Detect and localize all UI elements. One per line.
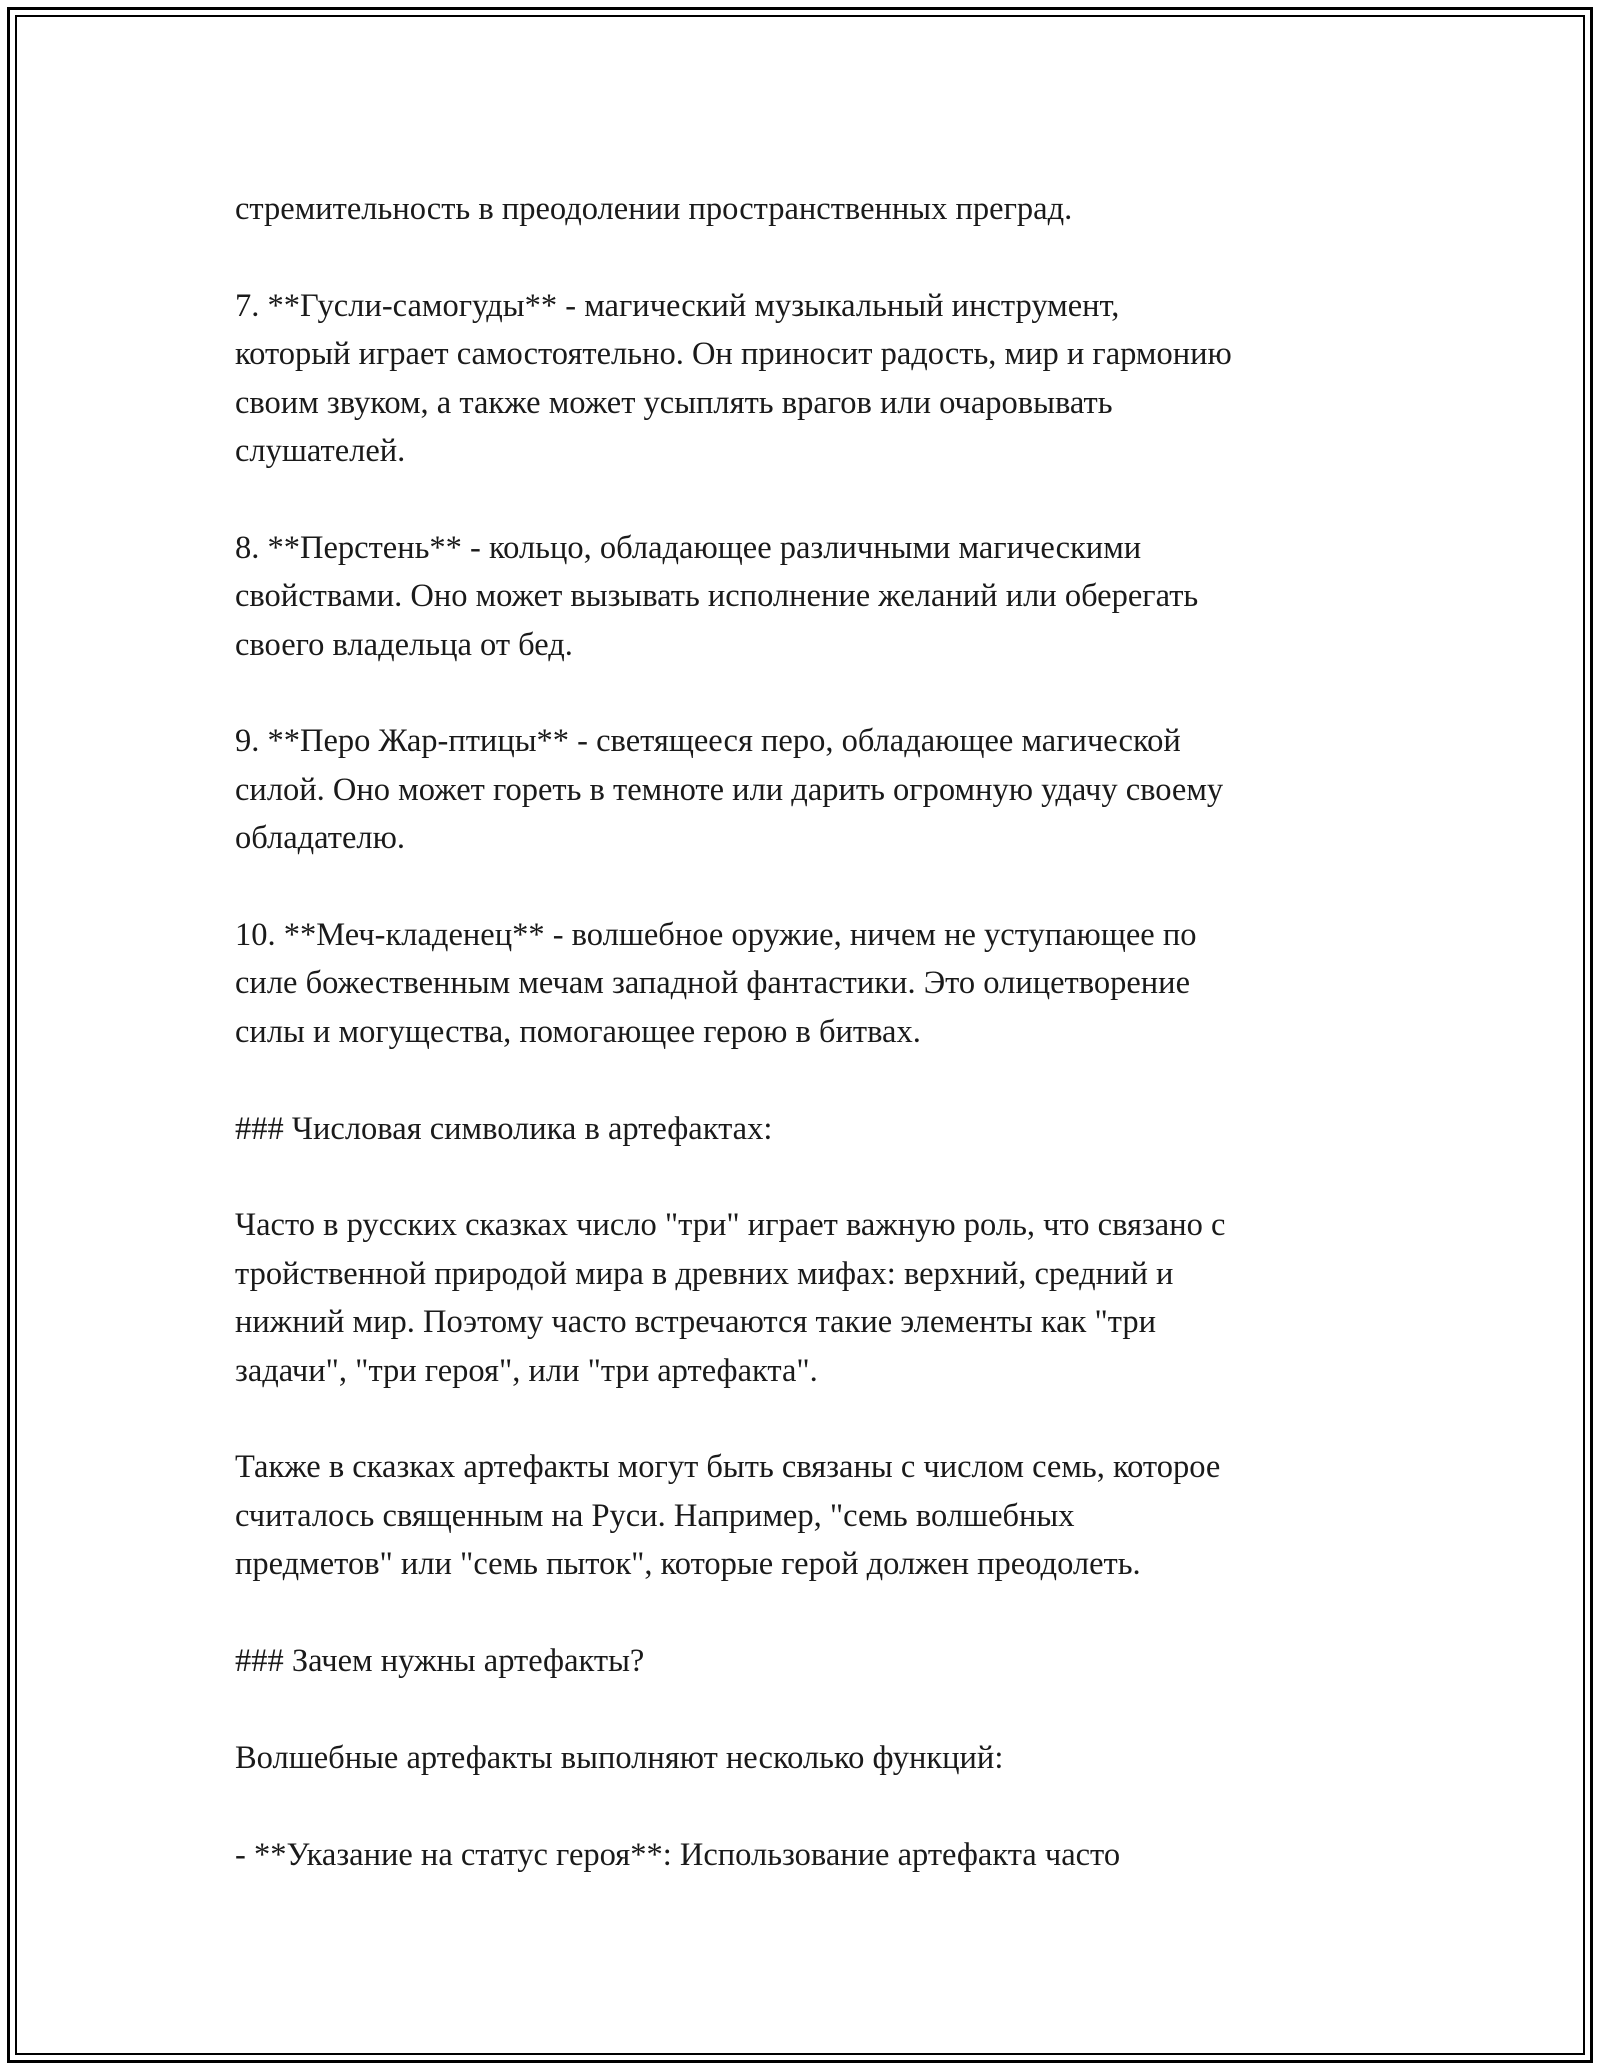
paragraph-number-three: Часто в русских сказках число "три" играет важную роль, что связано с тройственной природой мира в древних мифах: верхний, средний и нижний мир. Поэтому часто встречаются такие элементы как "три задачи", "три героя", или "три артефакта". — [235, 1207, 1226, 1389]
list-item-ring: 8. **Перстень** - кольцо, обладающее различными магическими свойствами. Оно может вызывать исполнение желаний или оберегать своего владельца от бед. — [235, 529, 1199, 663]
paragraph-number-seven: Также в сказках артефакты могут быть связаны с числом семь, которое считалось священным на Руси. Например, "семь волшебных предметов" или "семь пыток", которые герой должен преодолеть. — [235, 1449, 1221, 1583]
paragraph-continuation: стремительность в преодолении пространственных преград. — [235, 191, 1073, 227]
bullet-hero-status: - **Указание на статус героя**: Использование артефакта часто — [235, 1836, 1121, 1873]
document-body — [235, 185, 1395, 1927]
list-item-gusli: 7. **Гусли-самогуды** - магический музыкальный инструмент, который играет самостоятельно. Он приносит радость, мир и гармонию своим звуком, а также может усыплять врагов или очаровывать слушателей. — [235, 287, 1232, 470]
section-heading-number-symbolism: ### Числовая символика в артефактах: — [235, 1110, 773, 1147]
paragraph-functions-intro: Волшебные артефакты выполняют несколько функций: — [235, 1739, 1004, 1776]
list-item-feather: 9. **Перо Жар-птицы** - светящееся перо, обладающее магической силой. Оно может гореть в темноте или дарить огромную удачу своему обладателю. — [235, 723, 1224, 857]
list-item-sword: 10. **Меч-кладенец** - волшебное оружие, ничем не уступающее по силе божественным мечам западной фантастики. Это олицетворение силы и могущества, помогающее герою в битвах. — [235, 917, 1197, 1050]
section-heading-why-artifacts: ### Зачем нужны артефакты? — [235, 1643, 645, 1680]
